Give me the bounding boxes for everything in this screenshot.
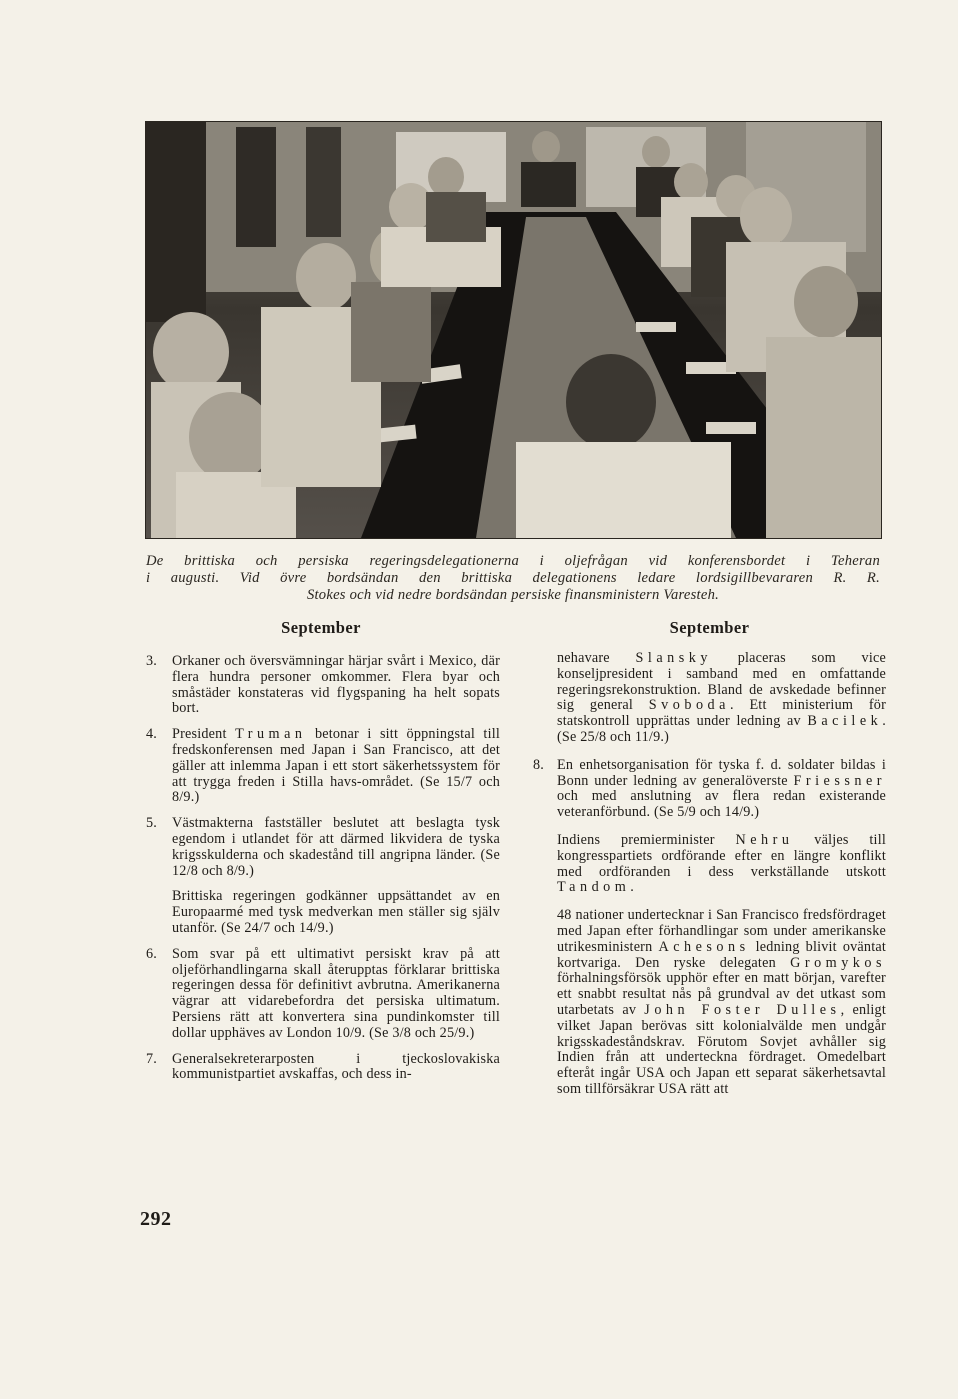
person-name: John Foster Dulles — [644, 1001, 841, 1018]
person-name: Bacilek — [807, 713, 883, 730]
photo-caption — [146, 553, 880, 604]
entry-5-continued: Brittiska regeringen godkänner uppsättandet av en Europaarmé med tysk medverkan men ställer sig själv utanför. (Se 24/7 och 14/9.) — [172, 888, 500, 936]
person-name: Tandom — [557, 879, 631, 896]
entry-number: 6. — [146, 945, 158, 962]
entry-8-peace-treaty — [533, 908, 886, 1098]
person-name: Gromykos — [790, 954, 886, 971]
person-name: Achesons — [658, 938, 750, 955]
person-name: Friessner — [793, 772, 886, 789]
text-segment: placeras som vice konseljpresident i samband med en omfattande regeringsrekonstruktion. Bland de avskedade befinner sig general — [557, 650, 886, 714]
entry-7-continued — [533, 651, 886, 746]
entry-text — [557, 758, 886, 821]
entry-8 — [533, 758, 886, 821]
entry-5 — [142, 816, 500, 879]
entry-7 — [142, 1052, 500, 1084]
text-segment: väljes till kongresspartiets ordförande efter en längre konflikt med ordföranden i dess verkställande utskott — [557, 831, 886, 880]
entry-text: Som svar på ett ultimativt persiskt krav på att oljeförhandlingarna skall återupptas förklarar brittiska regeringen dessa för definitivt avbrutna. Amerikanerna vägrar att vidarebefordra det persiska ultimatum. Persiens rätt att konvertera sina pundinkomster till dollar upphäves av London 10/9. (Se 3/8 och 25/9.) — [172, 945, 500, 1041]
text-segment: och med anslutning av flera redan existerande veteranförbund. (Se 5/9 och 14/9.) — [557, 788, 886, 821]
entry-8-nehru — [533, 833, 886, 896]
text-segment: Indiens premierminister — [557, 831, 736, 848]
entry-text-post: betonar i sitt öppningstal till fredskonferensen med Japan i San Francisco, att det gäller att inlemma Japan i ett stort säkerhetssystem för att trygga freden i Stilla havs-området. (Se 15/7 och 8/9.) — [172, 726, 500, 806]
entry-text: Västmakterna fastställer beslutet att beslagta tysk egendom i utlandet för att därmed likvidera de tyska krigsskulderna och skadestånd till angripna länder. (Se 12/8 och 8/9.) — [172, 815, 500, 879]
person-name: Svoboda — [648, 697, 730, 714]
entry-text: Generalsekreterarposten i tjeckoslovakiska kommunistpartiet avskaffas, och dess in- — [172, 1050, 500, 1083]
caption-line-1: De brittiska och persiska regeringsdelegationerna i oljefrågan vid konferensbordet i Teheran — [146, 553, 880, 569]
entry-number: 4. — [146, 726, 158, 743]
text-segment: En enhetsorganisation för tyska f. d. soldater bildas i Bonn under ledning av generalöverste — [557, 756, 886, 789]
text-segment: . — [630, 879, 635, 896]
text-segment: förhalningsförsök upphör efter en matt början, varefter ett snabbt resultat nås på grundval av det utkast som utarbetats av — [557, 970, 886, 1018]
text-segment: ledning blivit oväntat kortvariga. Den ryske delegaten — [557, 938, 887, 971]
entry-text-pre: President — [172, 726, 236, 743]
person-name: Truman — [235, 726, 307, 743]
text-segment: . Ett ministerium för statskontroll upprättas under ledning av — [557, 697, 886, 730]
entry-number: 8. — [533, 756, 545, 773]
right-column — [533, 620, 886, 1110]
caption-line-3: Stokes och vid nedre bordsändan persiske finansministern Varesteh. — [306, 587, 720, 603]
conference-photo — [145, 121, 882, 539]
right-column-heading: September — [669, 618, 750, 637]
person-name: Nehru — [735, 831, 794, 848]
entry-3 — [142, 654, 500, 717]
entry-text — [172, 727, 500, 806]
entry-4 — [142, 727, 500, 806]
text-segment: , enligt vilket Japan berövas sitt kolonialvälde men undgår krigsskadeståndskrav. Förutom Sovjet avhåller sig Indien från att underteckna fördraget. Omedelbart efteråt ingår USA och Japan ett separat säkerhetsavtal som tillförsäkrar USA rätt att — [557, 1001, 886, 1097]
entry-6 — [142, 947, 500, 1042]
conference-photo-illustration — [146, 122, 881, 538]
entry-text: Orkaner och översvämningar härjar svårt i Mexico, där flera hundra personer omkommer. Flera byar och småstäder konstateras vid flygspaning ha helt sopats bort. — [172, 653, 500, 717]
text-segment: nehavare — [557, 650, 636, 666]
entry-number: 5. — [146, 815, 158, 832]
entry-number: 7. — [146, 1050, 158, 1067]
entry-number: 3. — [146, 653, 158, 669]
text-segment: 48 nationer undertecknar i San Francisco fredsfördraget med Japan efter förhandlingar som under amerikanske utrikesministern — [557, 907, 886, 955]
left-column-heading: September — [281, 618, 361, 637]
person-name: Slansky — [635, 650, 712, 666]
left-column — [142, 620, 500, 1093]
text-segment: . (Se 25/8 och 11/9.) — [557, 713, 886, 745]
caption-line-2: i augusti. Vid övre bordsändan den brittiska delegationens ledare lordsigillbevararen R. R. — [146, 570, 880, 586]
page-number: 292 — [140, 1208, 172, 1230]
